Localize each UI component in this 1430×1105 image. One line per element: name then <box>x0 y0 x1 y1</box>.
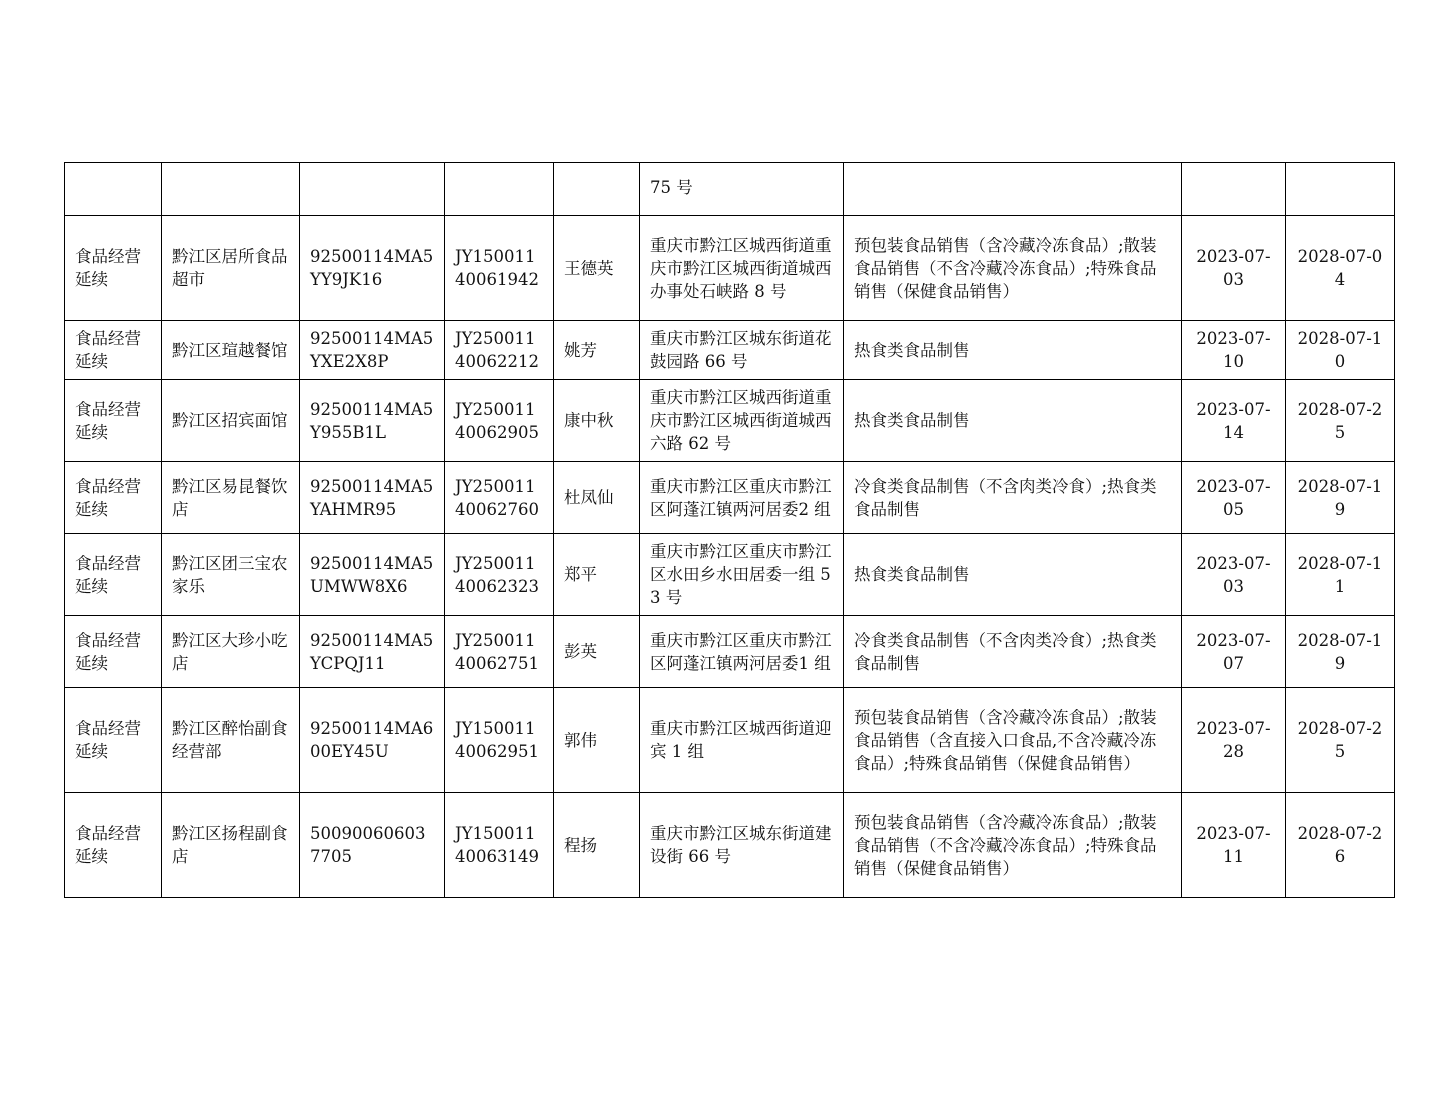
cell-end-date: 2028-07-11 <box>1286 534 1395 616</box>
cell-scope: 冷食类食品制售（不含肉类冷食）;热食类食品制售 <box>844 462 1182 534</box>
license-table <box>64 162 1395 898</box>
cell-name: 黔江区居所食品超市 <box>162 216 300 321</box>
cell-person: 王德英 <box>554 216 640 321</box>
cell-type: 食品经营延续 <box>65 616 162 688</box>
cell-license-no: JY25001140062905 <box>445 380 554 462</box>
cell-start-date: 2023-07-10 <box>1182 321 1286 380</box>
cell-start-date: 2023-07-14 <box>1182 380 1286 462</box>
cell-address: 重庆市黔江区城西街道重庆市黔江区城西街道城西六路 62 号 <box>640 380 844 462</box>
cell-start-date: 2023-07-05 <box>1182 462 1286 534</box>
cell-end-date: 2028-07-19 <box>1286 462 1395 534</box>
cell-type: 食品经营延续 <box>65 321 162 380</box>
cell-scope: 预包装食品销售（含冷藏冷冻食品）;散装食品销售（不含冷藏冷冻食品）;特殊食品销售（保健食品销售） <box>844 793 1182 898</box>
cell-name: 黔江区醉怡副食经营部 <box>162 688 300 793</box>
cell-start-date: 2023-07-07 <box>1182 616 1286 688</box>
cell-name: 黔江区团三宝农家乐 <box>162 534 300 616</box>
cell-credit-code: 92500114MA600EY45U <box>300 688 445 793</box>
cell-person: 郭伟 <box>554 688 640 793</box>
cell-scope: 热食类食品制售 <box>844 321 1182 380</box>
cell-scope <box>844 163 1182 216</box>
cell-address: 75 号 <box>640 163 844 216</box>
cell-start-date: 2023-07-03 <box>1182 534 1286 616</box>
cell-start-date: 2023-07-03 <box>1182 216 1286 321</box>
table-row <box>65 321 1395 380</box>
cell-name: 黔江区大珍小吃店 <box>162 616 300 688</box>
table-row <box>65 216 1395 321</box>
table-row <box>65 380 1395 462</box>
table-row <box>65 688 1395 793</box>
cell-credit-code: 92500114MA5UMWW8X6 <box>300 534 445 616</box>
cell-name: 黔江区扬程副食店 <box>162 793 300 898</box>
cell-credit-code: 92500114MA5Y955B1L <box>300 380 445 462</box>
cell-end-date: 2028-07-26 <box>1286 793 1395 898</box>
cell-end-date: 2028-07-04 <box>1286 216 1395 321</box>
cell-end-date <box>1286 163 1395 216</box>
cell-credit-code <box>300 163 445 216</box>
table-body <box>65 163 1395 898</box>
cell-license-no: JY25001140062212 <box>445 321 554 380</box>
table-row-continuation <box>65 163 1395 216</box>
cell-end-date: 2028-07-25 <box>1286 688 1395 793</box>
cell-end-date: 2028-07-10 <box>1286 321 1395 380</box>
table-row <box>65 534 1395 616</box>
cell-license-no: JY25001140062760 <box>445 462 554 534</box>
cell-type <box>65 163 162 216</box>
cell-address: 重庆市黔江区城东街道建设街 66 号 <box>640 793 844 898</box>
cell-scope: 预包装食品销售（含冷藏冷冻食品）;散装食品销售（含直接入口食品,不含冷藏冷冻食品）;特殊食品销售（保健食品销售） <box>844 688 1182 793</box>
cell-type: 食品经营延续 <box>65 462 162 534</box>
cell-type: 食品经营延续 <box>65 380 162 462</box>
cell-license-no: JY15001140062951 <box>445 688 554 793</box>
cell-start-date: 2023-07-28 <box>1182 688 1286 793</box>
cell-person: 康中秋 <box>554 380 640 462</box>
cell-license-no: JY25001140062751 <box>445 616 554 688</box>
table-row <box>65 616 1395 688</box>
cell-start-date: 2023-07-11 <box>1182 793 1286 898</box>
cell-person: 郑平 <box>554 534 640 616</box>
cell-type: 食品经营延续 <box>65 534 162 616</box>
cell-person: 姚芳 <box>554 321 640 380</box>
cell-credit-code: 92500114MA5YAHMR95 <box>300 462 445 534</box>
cell-credit-code: 92500114MA5YY9JK16 <box>300 216 445 321</box>
cell-license-no <box>445 163 554 216</box>
cell-name: 黔江区易昆餐饮店 <box>162 462 300 534</box>
cell-person: 程扬 <box>554 793 640 898</box>
cell-credit-code: 92500114MA5YXE2X8P <box>300 321 445 380</box>
cell-license-no: JY15001140061942 <box>445 216 554 321</box>
cell-license-no: JY15001140063149 <box>445 793 554 898</box>
cell-type: 食品经营延续 <box>65 793 162 898</box>
cell-person <box>554 163 640 216</box>
cell-license-no: JY25001140062323 <box>445 534 554 616</box>
cell-name <box>162 163 300 216</box>
cell-end-date: 2028-07-25 <box>1286 380 1395 462</box>
cell-credit-code: 92500114MA5YCPQJ11 <box>300 616 445 688</box>
cell-address: 重庆市黔江区城西街道迎宾 1 组 <box>640 688 844 793</box>
cell-address: 重庆市黔江区重庆市黔江区阿蓬江镇两河居委1 组 <box>640 616 844 688</box>
cell-type: 食品经营延续 <box>65 216 162 321</box>
cell-name: 黔江区瑄越餐馆 <box>162 321 300 380</box>
cell-name: 黔江区招宾面馆 <box>162 380 300 462</box>
cell-address: 重庆市黔江区城东街道花鼓园路 66 号 <box>640 321 844 380</box>
cell-start-date <box>1182 163 1286 216</box>
cell-scope: 冷食类食品制售（不含肉类冷食）;热食类食品制售 <box>844 616 1182 688</box>
cell-address: 重庆市黔江区城西街道重庆市黔江区城西街道城西办事处石峡路 8 号 <box>640 216 844 321</box>
cell-person: 杜凤仙 <box>554 462 640 534</box>
cell-scope: 热食类食品制售 <box>844 380 1182 462</box>
cell-address: 重庆市黔江区重庆市黔江区水田乡水田居委一组 53 号 <box>640 534 844 616</box>
table-row <box>65 462 1395 534</box>
cell-address: 重庆市黔江区重庆市黔江区阿蓬江镇两河居委2 组 <box>640 462 844 534</box>
cell-end-date: 2028-07-19 <box>1286 616 1395 688</box>
cell-scope: 热食类食品制售 <box>844 534 1182 616</box>
cell-scope: 预包装食品销售（含冷藏冷冻食品）;散装食品销售（不含冷藏冷冻食品）;特殊食品销售（保健食品销售） <box>844 216 1182 321</box>
cell-type: 食品经营延续 <box>65 688 162 793</box>
table-row <box>65 793 1395 898</box>
cell-person: 彭英 <box>554 616 640 688</box>
cell-credit-code: 500900606037705 <box>300 793 445 898</box>
